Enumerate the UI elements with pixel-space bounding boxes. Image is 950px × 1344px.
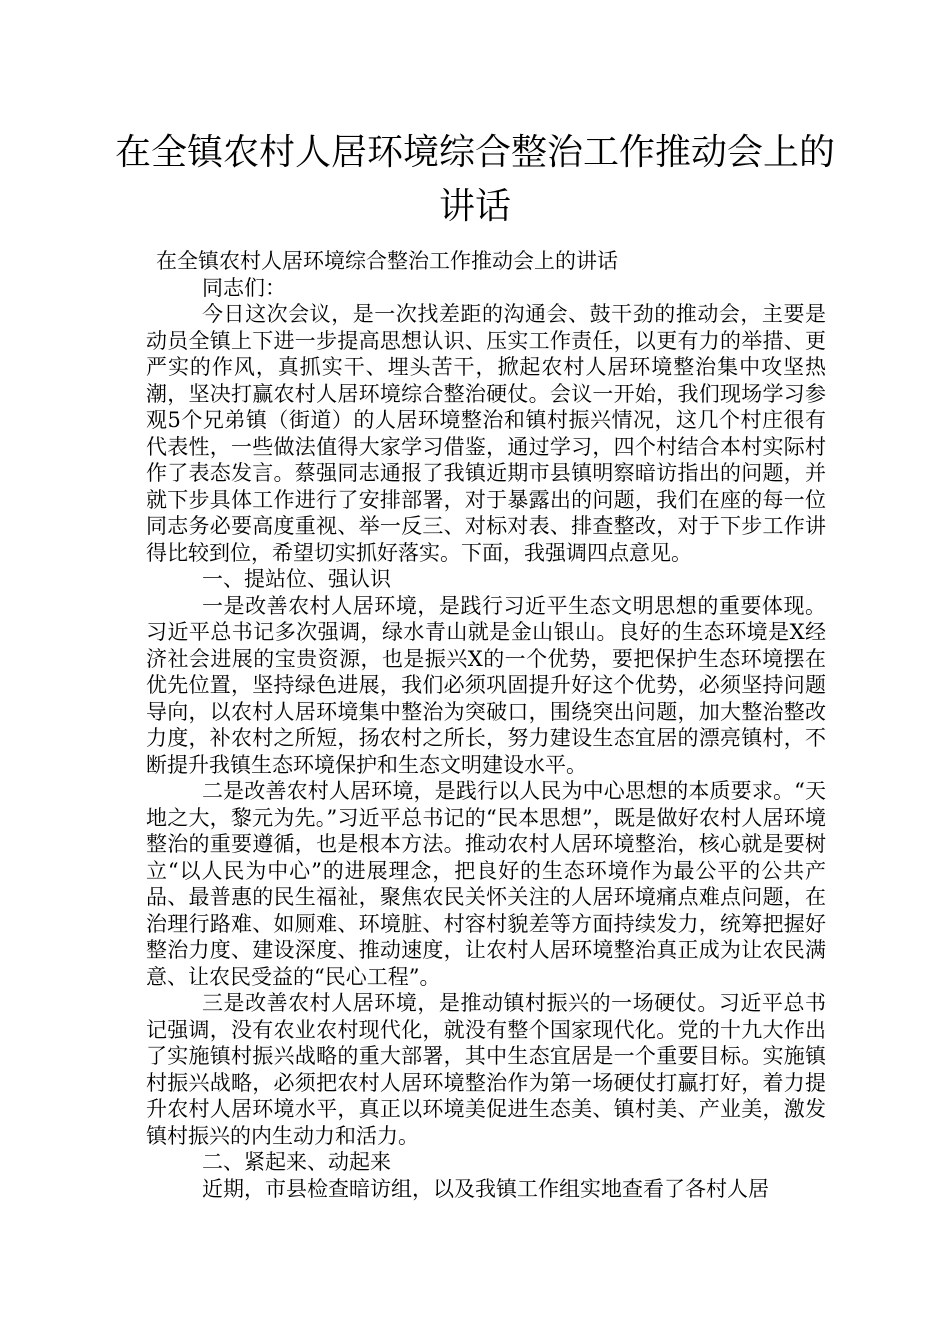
section-heading-1: 一、提站位、强认识	[202, 567, 391, 591]
paragraph-point-1: 一是改善农村人居环境，是践行习近平生态文明思想的重要体现。习近平总书记多次强调，绿水青山就是金山银山。良好的生态环境是X经济社会进展的宝贵资源，也是振兴X的一个优势，要把保护生态环境摆在优先位置，坚持绿色进展，我们必须巩固提升好这个优势，必须坚持问题导向，以农村人居环境集中整治为突破口，围绕突出问题，加大整治整改力度，补农村之所短，扬农村之所长，努力建设生态宜居的漂亮镇村，不断提升我镇生态环境保护和生态文明建设水平。	[146, 593, 826, 777]
salutation: 同志们：	[202, 275, 286, 300]
paragraph-recent: 近期，市县检查暗访组，以及我镇工作组实地查看了各村人居	[202, 1176, 769, 1201]
document-title: 在全镇农村人居环境综合整治工作推动会上的讲话	[114, 132, 835, 227]
paragraph-opening: 今日这次会议，是一次找差距的沟通会、鼓干劲的推动会，主要是动员全镇上下进一步提高思想认识、压实工作责任，以更有力的举措、更严实的作风，真抓实干、埋头苦干，掀起农村人居环境整治集中攻坚热潮，坚决打赢农村人居环境综合整治硬仗。会议一开始，我们现场学习参观5个兄弟镇（街道）的人居环境整治和镇村振兴情况，这几个村庄很有代表性，一些做法值得大家学习借鉴，通过学习，四个村结合本村实际村作了表态发言。蔡强同志通报了我镇近期市县镇明察暗访指出的问题，并就下步具体工作进行了安排部署，对于暴露出的问题，我们在座的每一位同志务必要高度重视、举一反三、对标对表、排查整改，对于下步工作讲得比较到位，希望切实抓好落实。下面，我强调四点意见。	[146, 302, 826, 565]
document-body	[146, 248, 826, 1202]
section-heading-2: 二、紧起来、动起来	[202, 1150, 391, 1174]
document-subtitle: 在全镇农村人居环境综合整治工作推动会上的讲话	[156, 249, 618, 273]
paragraph-point-3: 三是改善农村人居环境，是推动镇村振兴的一场硬仗。习近平总书记强调，没有农业农村现代化，就没有整个国家现代化。党的十九大作出了实施镇村振兴战略的重大部署，其中生态宜居是一个重要目标。实施镇村振兴战略，必须把农村人居环境整治作为第一场硬仗打赢打好，着力提升农村人居环境水平，真正以环境美促进生态美、镇村美、产业美，激发镇村振兴的内生动力和活力。	[146, 991, 826, 1148]
paragraph-point-2: 二是改善农村人居环境，是践行以人民为中心思想的本质要求。“天地之大，黎元为先。”习近平总书记的“民本思想”，既是做好农村人居环境整治的重要遵循，也是根本方法。推动农村人居环境整治，核心就是要树立“以人民为中心”的进展理念，把良好的生态环境作为最公平的公共产品、最普惠的民生福祉，聚焦农民关怀关注的人居环境痛点难点问题，在治理行路难、如厕难、环境脏、村容村貌差等方面持续发力，统筹把握好整治力度、建设深度、推动速度，让农村人居环境整治真正成为让农民满意、让农民受益的“民心工程”。	[146, 779, 826, 989]
